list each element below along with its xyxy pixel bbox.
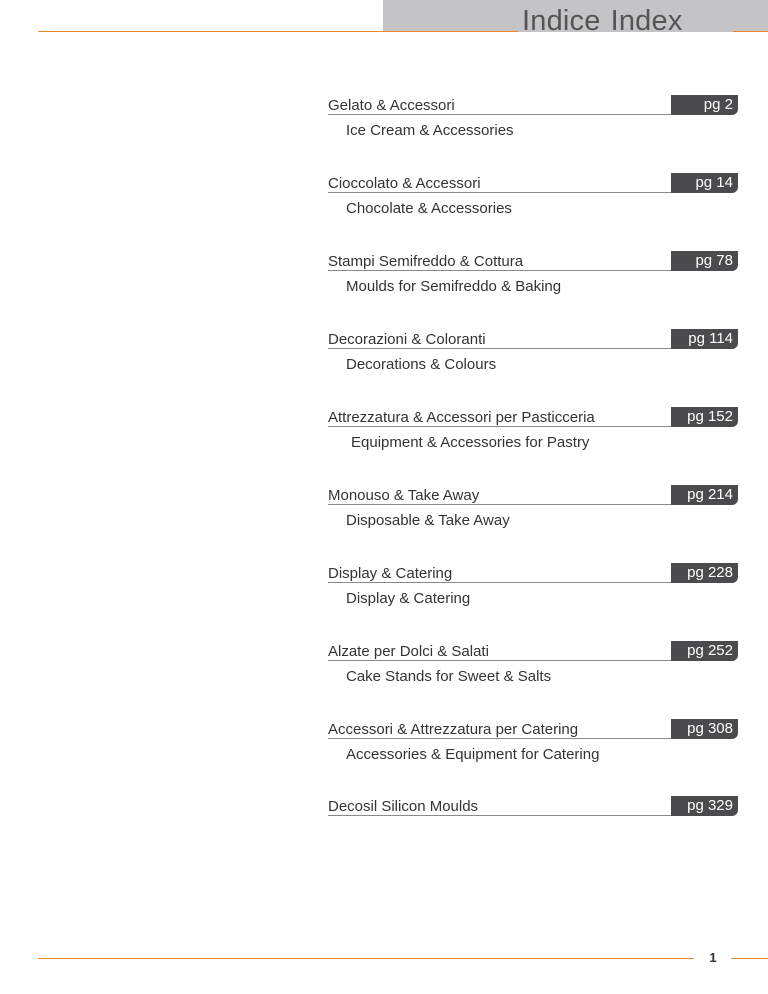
entry-title-it[interactable]: Display & Catering xyxy=(328,565,453,582)
entry-title-en: Decorations & Colours xyxy=(346,356,497,373)
entry-title-en: Equipment & Accessories for Pastry xyxy=(351,434,590,451)
entry-rule xyxy=(328,114,671,115)
entry-title-it[interactable]: Stampi Semifreddo & Cottura xyxy=(328,253,524,270)
page-badge[interactable]: pg 214 xyxy=(671,485,738,505)
entry-rule xyxy=(328,348,671,349)
footer-rule-left xyxy=(38,958,694,959)
page-badge[interactable]: pg 2 xyxy=(671,95,738,115)
page-badge[interactable]: pg 14 xyxy=(671,173,738,193)
entry-title-it[interactable]: Gelato & Accessori xyxy=(328,97,455,114)
entry-rule xyxy=(328,660,671,661)
entry-title-it[interactable]: Decorazioni & Coloranti xyxy=(328,331,486,348)
entry-rule xyxy=(328,738,671,739)
page-badge[interactable]: pg 308 xyxy=(671,719,738,739)
page-title-it: Indice xyxy=(522,5,601,37)
page-badge[interactable]: pg 152 xyxy=(671,407,738,427)
entry-title-en: Moulds for Semifreddo & Baking xyxy=(346,278,562,295)
entry-title-it[interactable]: Accessori & Attrezzatura per Catering xyxy=(328,721,579,738)
entry-title-en: Display & Catering xyxy=(346,590,471,607)
entry-title-en: Accessories & Equipment for Catering xyxy=(346,746,600,763)
entry-rule xyxy=(328,426,671,427)
entry-rule xyxy=(328,582,671,583)
index-entry-cioccolato[interactable] xyxy=(328,175,738,245)
page-badge[interactable]: pg 114 xyxy=(671,329,738,349)
index-entry-monouso[interactable] xyxy=(328,487,738,557)
index-entry-gelato[interactable] xyxy=(328,97,738,167)
index-entry-display[interactable] xyxy=(328,565,738,635)
entry-title-it[interactable]: Alzate per Dolci & Salati xyxy=(328,643,489,660)
entry-rule xyxy=(328,504,671,505)
index-entry-decosil[interactable] xyxy=(328,798,738,868)
index-entry-stampi[interactable] xyxy=(328,253,738,323)
index-entry-decorazioni[interactable] xyxy=(328,331,738,401)
page-title-en: Index xyxy=(610,5,683,37)
entry-title-en: Chocolate & Accessories xyxy=(346,200,512,217)
page-badge[interactable]: pg 329 xyxy=(671,796,738,816)
entry-title-en: Cake Stands for Sweet & Salts xyxy=(346,668,552,685)
entry-title-en: Disposable & Take Away xyxy=(346,512,510,529)
entry-rule xyxy=(328,192,671,193)
entry-rule xyxy=(328,815,671,816)
entry-title-en: Ice Cream & Accessories xyxy=(346,122,514,139)
entry-title-it[interactable]: Attrezzatura & Accessori per Pasticceria xyxy=(328,409,595,426)
index-entry-attrezzatura[interactable] xyxy=(328,409,738,479)
page-badge[interactable]: pg 78 xyxy=(671,251,738,271)
entry-rule xyxy=(328,270,671,271)
page-number: 1 xyxy=(709,950,717,965)
index-entry-alzate[interactable] xyxy=(328,643,738,713)
entry-title-it[interactable]: Decosil Silicon Moulds xyxy=(328,798,479,815)
entry-title-it[interactable]: Monouso & Take Away xyxy=(328,487,480,504)
entry-title-it[interactable]: Cioccolato & Accessori xyxy=(328,175,481,192)
index-entry-accessori-catering[interactable] xyxy=(328,721,738,791)
footer-rule-right xyxy=(731,958,768,959)
page-badge[interactable]: pg 228 xyxy=(671,563,738,583)
page-badge[interactable]: pg 252 xyxy=(671,641,738,661)
